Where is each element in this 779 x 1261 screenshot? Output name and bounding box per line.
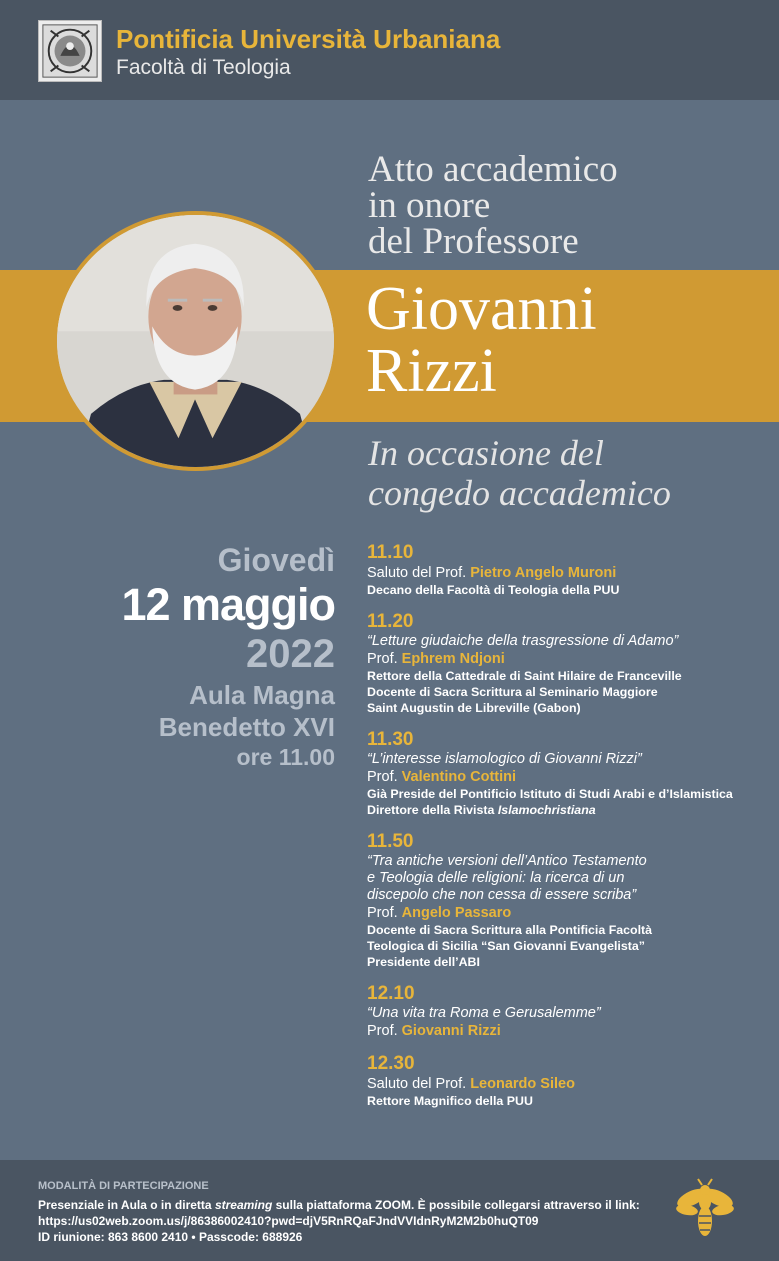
occasion-subtitle [368, 433, 778, 513]
speaker-line [367, 904, 767, 922]
journal-title: Islamochristiana [497, 803, 596, 817]
speaker-name: Pietro Angelo Muroni [470, 565, 617, 581]
talk-title: “Letture giudaiche della trasgressione di Adamo” [367, 633, 679, 649]
speaker-prefix: Saluto del Prof. [367, 1076, 467, 1092]
meeting-credentials: ID riunione: 863 8600 2410 • Passcode: 688926 [38, 1230, 303, 1244]
slot-time: 11.20 [367, 611, 414, 632]
zoom-link[interactable]: https://us02web.zoom.us/j/86386002410?pwd=djV5RnRQaFJndVVIdnRyM2M2b0huQT09 [38, 1214, 539, 1228]
speaker-line [367, 1075, 767, 1093]
speaker-line [367, 1022, 767, 1040]
talk-title: e Teologia delle religioni: la ricerca di un [367, 870, 625, 886]
programme-item [367, 1053, 767, 1109]
speaker-name: Angelo Passaro [401, 905, 512, 921]
talk-title: “Una vita tra Roma e Gerusalemme” [367, 1005, 601, 1021]
programme-item [367, 831, 767, 970]
faculty-name: Facoltà di Teologia [116, 56, 291, 79]
event-details [121, 540, 335, 772]
role-prefix: Direttore della Rivista [367, 803, 495, 817]
university-seal-icon [38, 20, 102, 82]
speaker-line [367, 650, 767, 668]
event-venue-name: Benedetto XVI [158, 712, 335, 742]
slot-time: 11.10 [367, 542, 414, 563]
honoree-name [366, 275, 776, 405]
speaker-name: Leonardo Sileo [470, 1076, 575, 1092]
ceremony-title-line: Atto accademico [368, 149, 618, 190]
speaker-role: Presidente dell’ABI [367, 955, 480, 969]
talk-title: “L’interesse islamologico di Giovanni Rizzi” [367, 751, 642, 767]
speaker-role [367, 802, 767, 818]
slot-time: 12.10 [367, 983, 415, 1004]
slot-time: 11.50 [367, 831, 414, 852]
honoree-last-name: Rizzi [366, 337, 497, 405]
ceremony-title-line: del Professore [368, 221, 579, 262]
speaker-line [367, 768, 767, 786]
speaker-prefix: Prof. [367, 1023, 398, 1039]
event-date: 12 maggio [121, 579, 335, 630]
participation-text-end: sulla piattaforma ZOOM. È possibile collegarsi attraverso il link: [272, 1198, 640, 1212]
university-name: Pontificia Università Urbaniana [116, 24, 501, 54]
programme-list [367, 542, 767, 1122]
ceremony-title-line: in onore [368, 185, 491, 226]
footer [0, 1160, 779, 1261]
event-day: Giovedì [217, 542, 335, 578]
programme-item [367, 983, 767, 1040]
honoree-first-name: Giovanni [366, 275, 597, 343]
talk-title: “Tra antiche versioni dell’Antico Testamento [367, 853, 647, 869]
streaming-text: streaming [214, 1198, 273, 1212]
occasion-line: congedo accademico [368, 473, 671, 513]
event-venue: Aula Magna [189, 680, 335, 710]
event-year: 2022 [246, 632, 335, 676]
bee-icon [672, 1176, 738, 1242]
speaker-role: Rettore della Cattedrale di Saint Hilaire de Franceville [367, 669, 682, 683]
speaker-line [367, 564, 767, 582]
participation-title: MODALITÀ DI PARTECIPAZIONE [38, 1180, 209, 1192]
header [0, 0, 779, 100]
speaker-role: Docente di Sacra Scrittura alla Pontificia Facoltà [367, 923, 653, 937]
speaker-role: Rettore Magnifico della PUU [367, 1094, 533, 1108]
participation-info [38, 1198, 640, 1212]
ceremony-title [368, 149, 768, 262]
speaker-role: Saint Augustin de Libreville (Gabon) [367, 701, 581, 715]
slot-time: 11.30 [367, 729, 414, 750]
speaker-role: Decano della Facoltà di Teologia della PUU [367, 583, 620, 597]
professor-portrait [53, 211, 338, 471]
speaker-role: Docente di Sacra Scrittura al Seminario Maggiore [367, 685, 658, 699]
speaker-prefix: Prof. [367, 769, 398, 785]
speaker-role: Già Preside del Pontificio Istituto di Studi Arabi e d’Islamistica [367, 787, 733, 801]
participation-text: Presenziale in Aula o in diretta [38, 1198, 215, 1212]
speaker-prefix: Prof. [367, 651, 398, 667]
occasion-line: In occasione del [368, 433, 604, 473]
event-time: ore 11.00 [236, 744, 335, 770]
talk-title: discepolo che non cessa di essere scriba” [367, 887, 637, 903]
speaker-name: Valentino Cottini [401, 769, 517, 785]
speaker-prefix: Prof. [367, 905, 398, 921]
programme-item [367, 611, 767, 716]
speaker-role: Teologica di Sicilia “San Giovanni Evangelista” [367, 939, 645, 953]
slot-time: 12.30 [367, 1053, 415, 1074]
speaker-prefix: Saluto del Prof. [367, 565, 467, 581]
speaker-name: Ephrem Ndjoni [401, 651, 505, 667]
programme-item [367, 729, 767, 818]
programme-item [367, 542, 767, 598]
speaker-name: Giovanni Rizzi [401, 1023, 501, 1039]
